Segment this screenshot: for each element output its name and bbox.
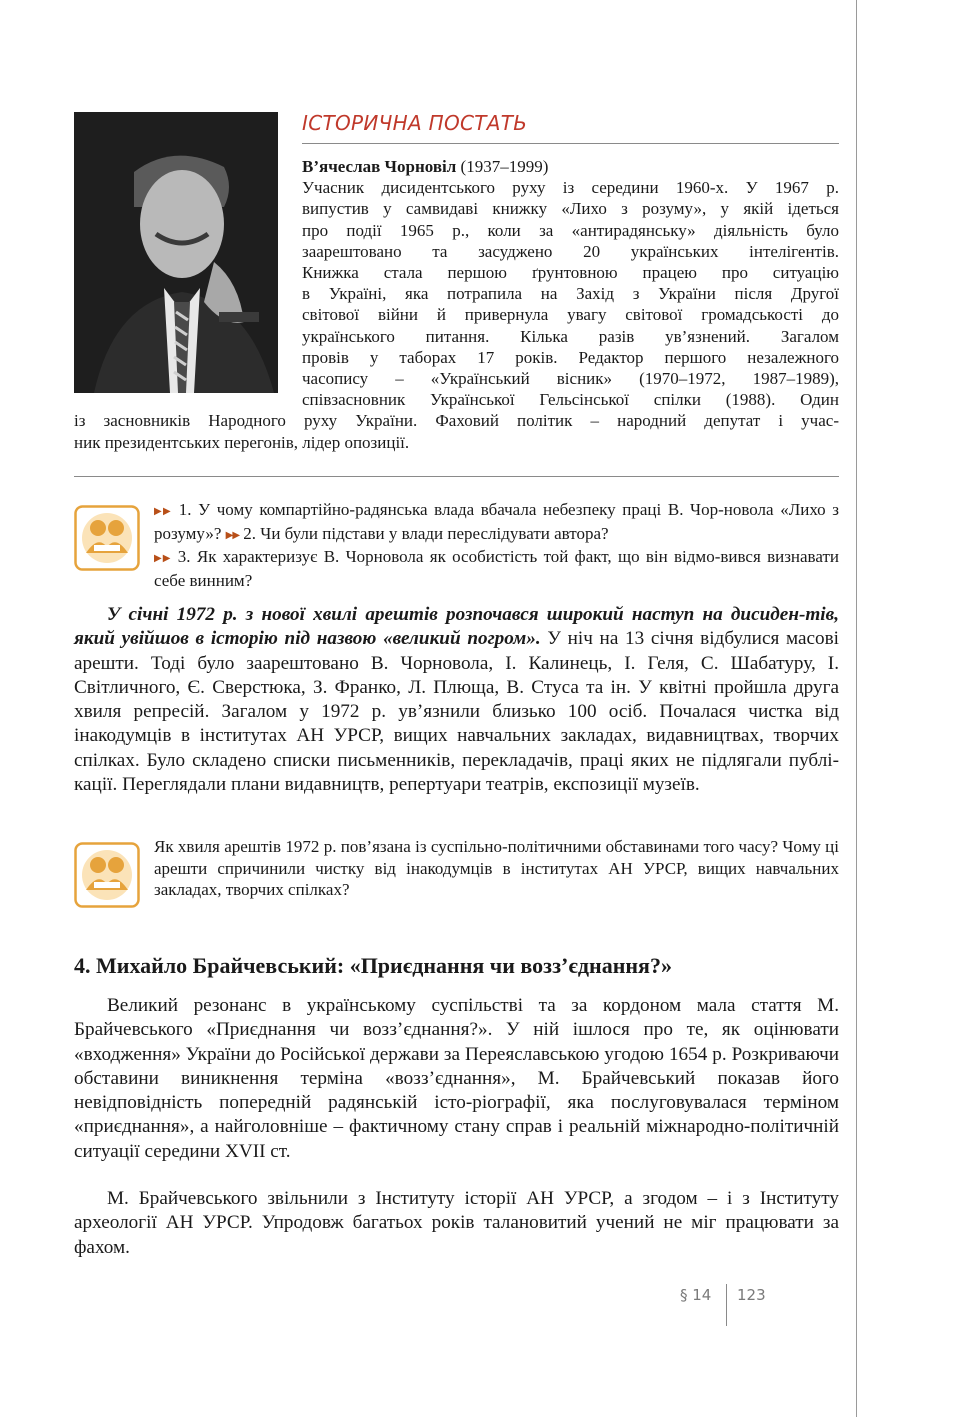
portrait-photo (74, 112, 278, 393)
bio-line: співзасновник Української Гельсінської спілки (1988). Один (302, 390, 839, 410)
bio-line: світової війни й привернула увагу світової громадськості до (302, 305, 839, 325)
discussion-icon (74, 505, 140, 571)
bio-line: Учасник дисидентського руху із середини 1960-х. У 1967 р. (302, 178, 839, 198)
box-bottom-rule (74, 476, 839, 477)
bio-line: випустив у самвидаві книжку «Лихо з розуму», у якій ідеться (302, 199, 839, 219)
questions-block-1 (154, 499, 839, 591)
discussion-icon (74, 842, 140, 908)
bio-line: ник президентських перегонів, лідер опозиції. (74, 432, 410, 452)
bio-line: із засновників Народного руху України. Фаховий політик – народний депутат і учас- (74, 411, 839, 431)
footer-divider (726, 1284, 727, 1326)
page-number: 123 (737, 1286, 766, 1304)
title-divider (302, 143, 839, 144)
question-2: 2. Чи були підстави у влади переслідувати автора? (239, 523, 609, 543)
bio-line: заарештовано та засуджено 20 українських інтелігентів. (302, 241, 839, 261)
bio-line: українського питання. Кілька разів ув’язнений. Загалом (302, 326, 839, 346)
section-heading: 4. Михайло Брайчевський: «Приєднання чи возз’єднання?» (74, 953, 672, 978)
bio-years: (1937–1999) (456, 157, 549, 176)
paragraph-braichevsky-article: Великий резонанс в українському суспільстві та за кордоном мала стаття М. Брайчевського «Приєднання чи возз’єднання?». У ній ішлося про те, як оцінювати «входження» України до Російської держави за Переяславською угодою 1654 р. Розкриваючи обставини виникнення терміна «возз’єднання», М. Брайчевський показав його невідповідність попередній радянській істо-ріографії, яка послуговувалася терміном «приєднання», а найголовніше – фактичному стану справ і реальній міжнародно-політичній ситуації середини XVII ст. (74, 995, 839, 1162)
bio-line: провів у таборах 17 років. Редактор першого незалежного (302, 347, 839, 367)
paragraph-great-pogrom (74, 603, 839, 797)
paragraph-body: У ніч на 13 січня відбулися масові арешти. Тоді було заарештовано В. Чорновола, І. Калинець, І. Геля, С. Шабатуру, І. Світличного, Є. Сверстюка, З. Франко, Л. Плюща, В. Стуса та ін. У квітні пройшла друга хвиля репресій. Загалом у 1972 р. ув’язнили близько 100 осіб. Почалася чистка від інакодумців в інститутах АН УРСР, вищих навчальних закладах, видавництвах, творчих спілках. Було складено списки письменників, перекладачів, праці яких не підлягали публі-кації. Переглядали плани видавництв, репертуари театрів, експозиції музеїв. (74, 628, 839, 796)
bio-line: в Україні, яка потрапила на Захід з України після Другої (302, 284, 839, 304)
questions-block-2: Як хвиля арештів 1972 р. пов’язана із суспільно-політичними обставинами того часу? Чому ці арешти спричинили чистку від інакодумців в інститутах АН УРСР, вищих навчальних закладах, творчих спілках? (154, 837, 839, 900)
bio-name: В’ячеслав Чорновіл (302, 157, 457, 176)
bio-line: про події 1965 р., коли за «антирадянську» діяльність було (302, 220, 839, 240)
bio-line: Книжка стала першою ґрунтовною працею про ситуацію (302, 263, 839, 282)
page-margin-rule (856, 0, 857, 1417)
section-number: § 14 (680, 1286, 712, 1304)
paragraph-braichevsky-dismissal: М. Брайчевського звільнили з Інституту історії АН УРСР, а згодом – і з Інституту археології АН УРСР. Упродовж багатьох років талановитий учений не міг працювати за фахом. (74, 1188, 839, 1258)
question-3: 3. Як характеризує В. Чорновола як особистість той факт, що він відмо-вився визнавати себе винним? (154, 547, 839, 590)
section-title: ІСТОРИЧНА ПОСТАТЬ (302, 111, 528, 135)
question-1: 1. У чому компартійно-радянська влада вбачала небезпеку праці В. Чор-новола «Лихо з розуму»? (154, 500, 839, 543)
paragraph-lead: У січні 1972 р. з нової хвилі арештів розпочався широкий наступ на дисиден-тів, який увійшов в історію під назвою «великий погром». (74, 604, 839, 650)
bio-line: часопису – «Український вісник» (1970–1972, 1987–1989), (302, 369, 839, 388)
arrow-icon: ▶▶ (154, 553, 172, 565)
arrow-icon: ▶▶ (154, 506, 173, 517)
bio-heading (302, 156, 839, 177)
arrow-icon: ▶▶ (225, 529, 240, 541)
